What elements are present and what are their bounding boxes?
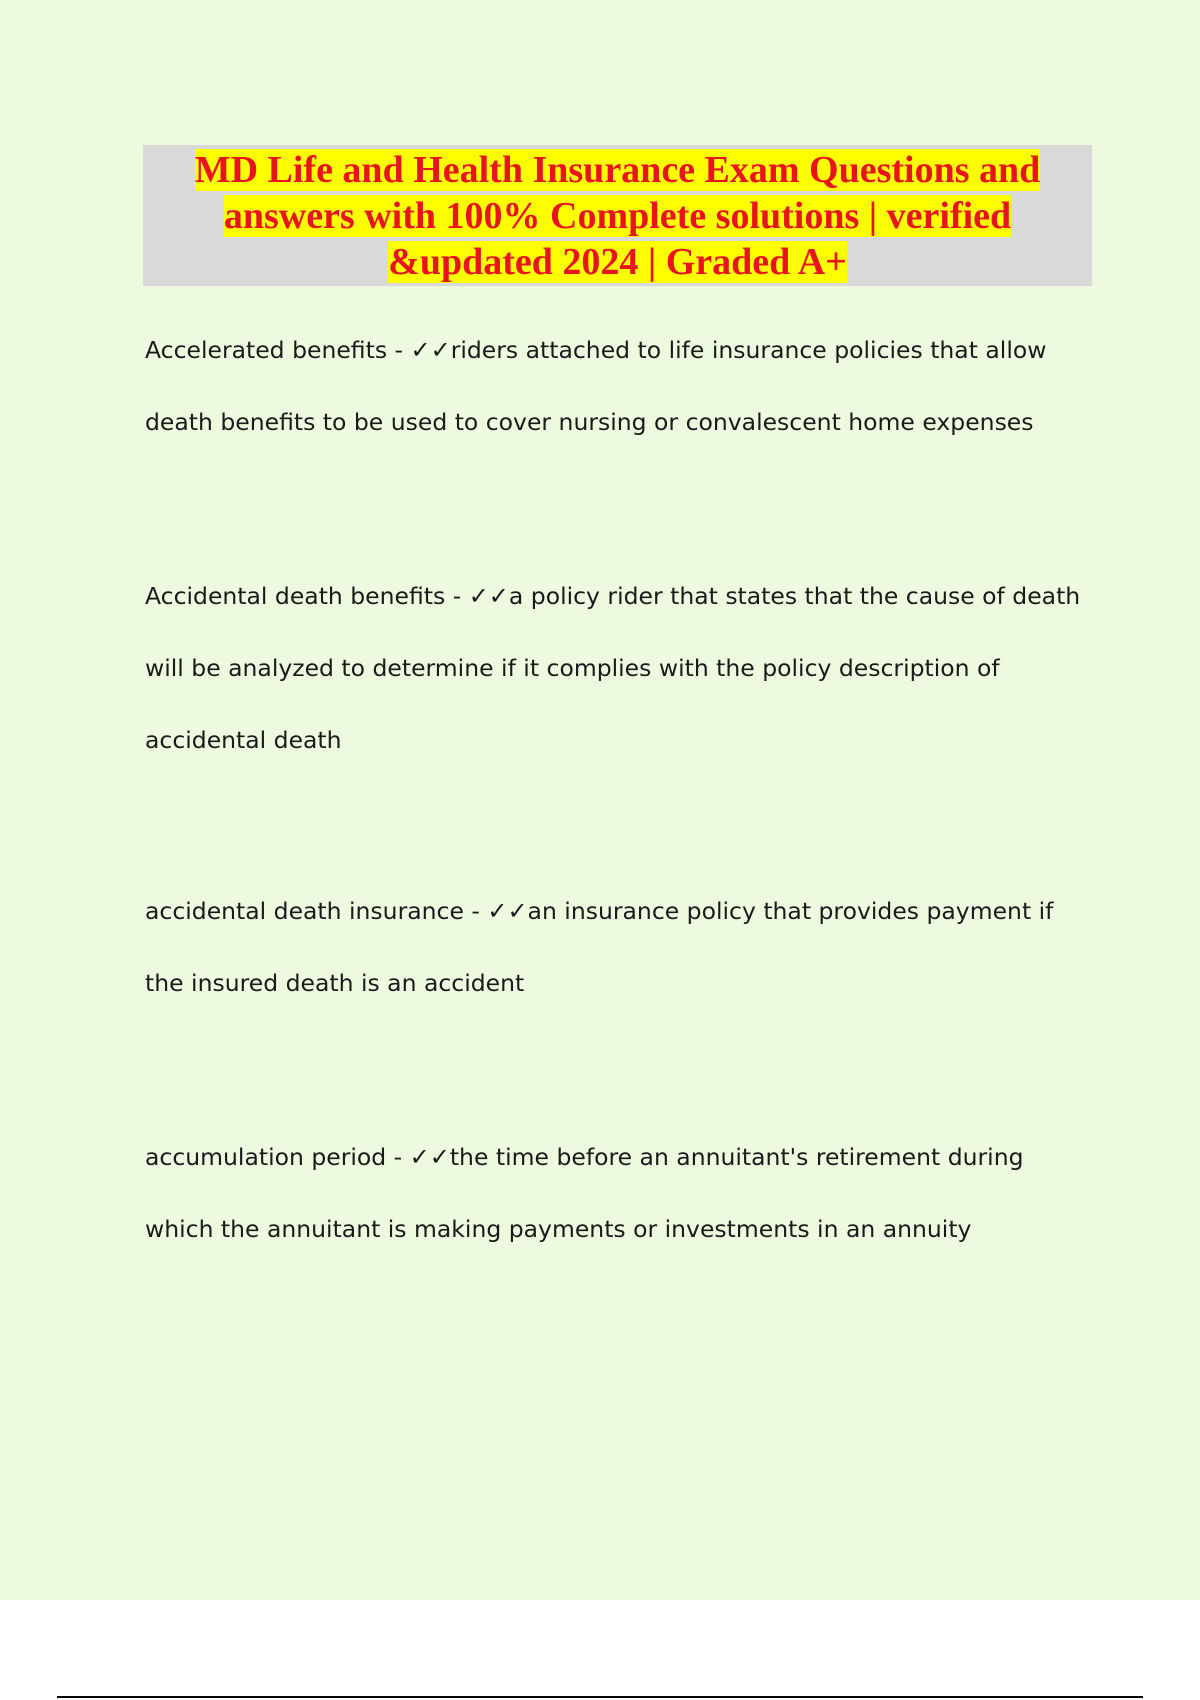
entry-separator: - — [387, 336, 411, 364]
entry-separator: - — [386, 1143, 410, 1171]
entry-definition: riders attached to life insurance policies that allow death benefits to be used to cover nursing or convalescent home expenses — [145, 336, 1047, 436]
title-banner — [143, 145, 1092, 286]
entry-separator: - — [463, 897, 488, 925]
entry-term: Accidental death benefits — [145, 582, 446, 610]
footer-divider — [57, 1696, 1143, 1698]
double-check-icon: ✓✓ — [468, 582, 509, 610]
entry-term: accidental death insurance — [145, 897, 464, 925]
flashcard-entry — [145, 875, 1095, 1019]
title-highlight: MD Life and Health Insurance Exam Questions and answers with 100% Complete solutions | verified &updated 2024 | Graded A+ — [194, 148, 1041, 283]
entry-definition: a policy rider that states that the cause of death will be analyzed to determine if it complies with the policy description of accidental death — [145, 582, 1081, 754]
entry-definition: an insurance policy that provides payment if the insured death is an accident — [145, 897, 1054, 997]
entry-definition: the time before an annuitant's retirement during which the annuitant is making payments or investments in an annuity — [145, 1143, 1024, 1243]
double-check-icon: ✓✓ — [409, 1143, 450, 1171]
entry-term: Accelerated benefits — [145, 336, 388, 364]
flashcard-entry — [145, 1121, 1095, 1265]
flashcard-entry — [145, 314, 1095, 458]
double-check-icon: ✓✓ — [410, 336, 451, 364]
entry-term: accumulation period — [145, 1143, 387, 1171]
double-check-icon: ✓✓ — [487, 897, 528, 925]
document-title — [153, 147, 1083, 285]
flashcard-entry — [145, 560, 1095, 776]
entry-separator: - — [445, 582, 469, 610]
